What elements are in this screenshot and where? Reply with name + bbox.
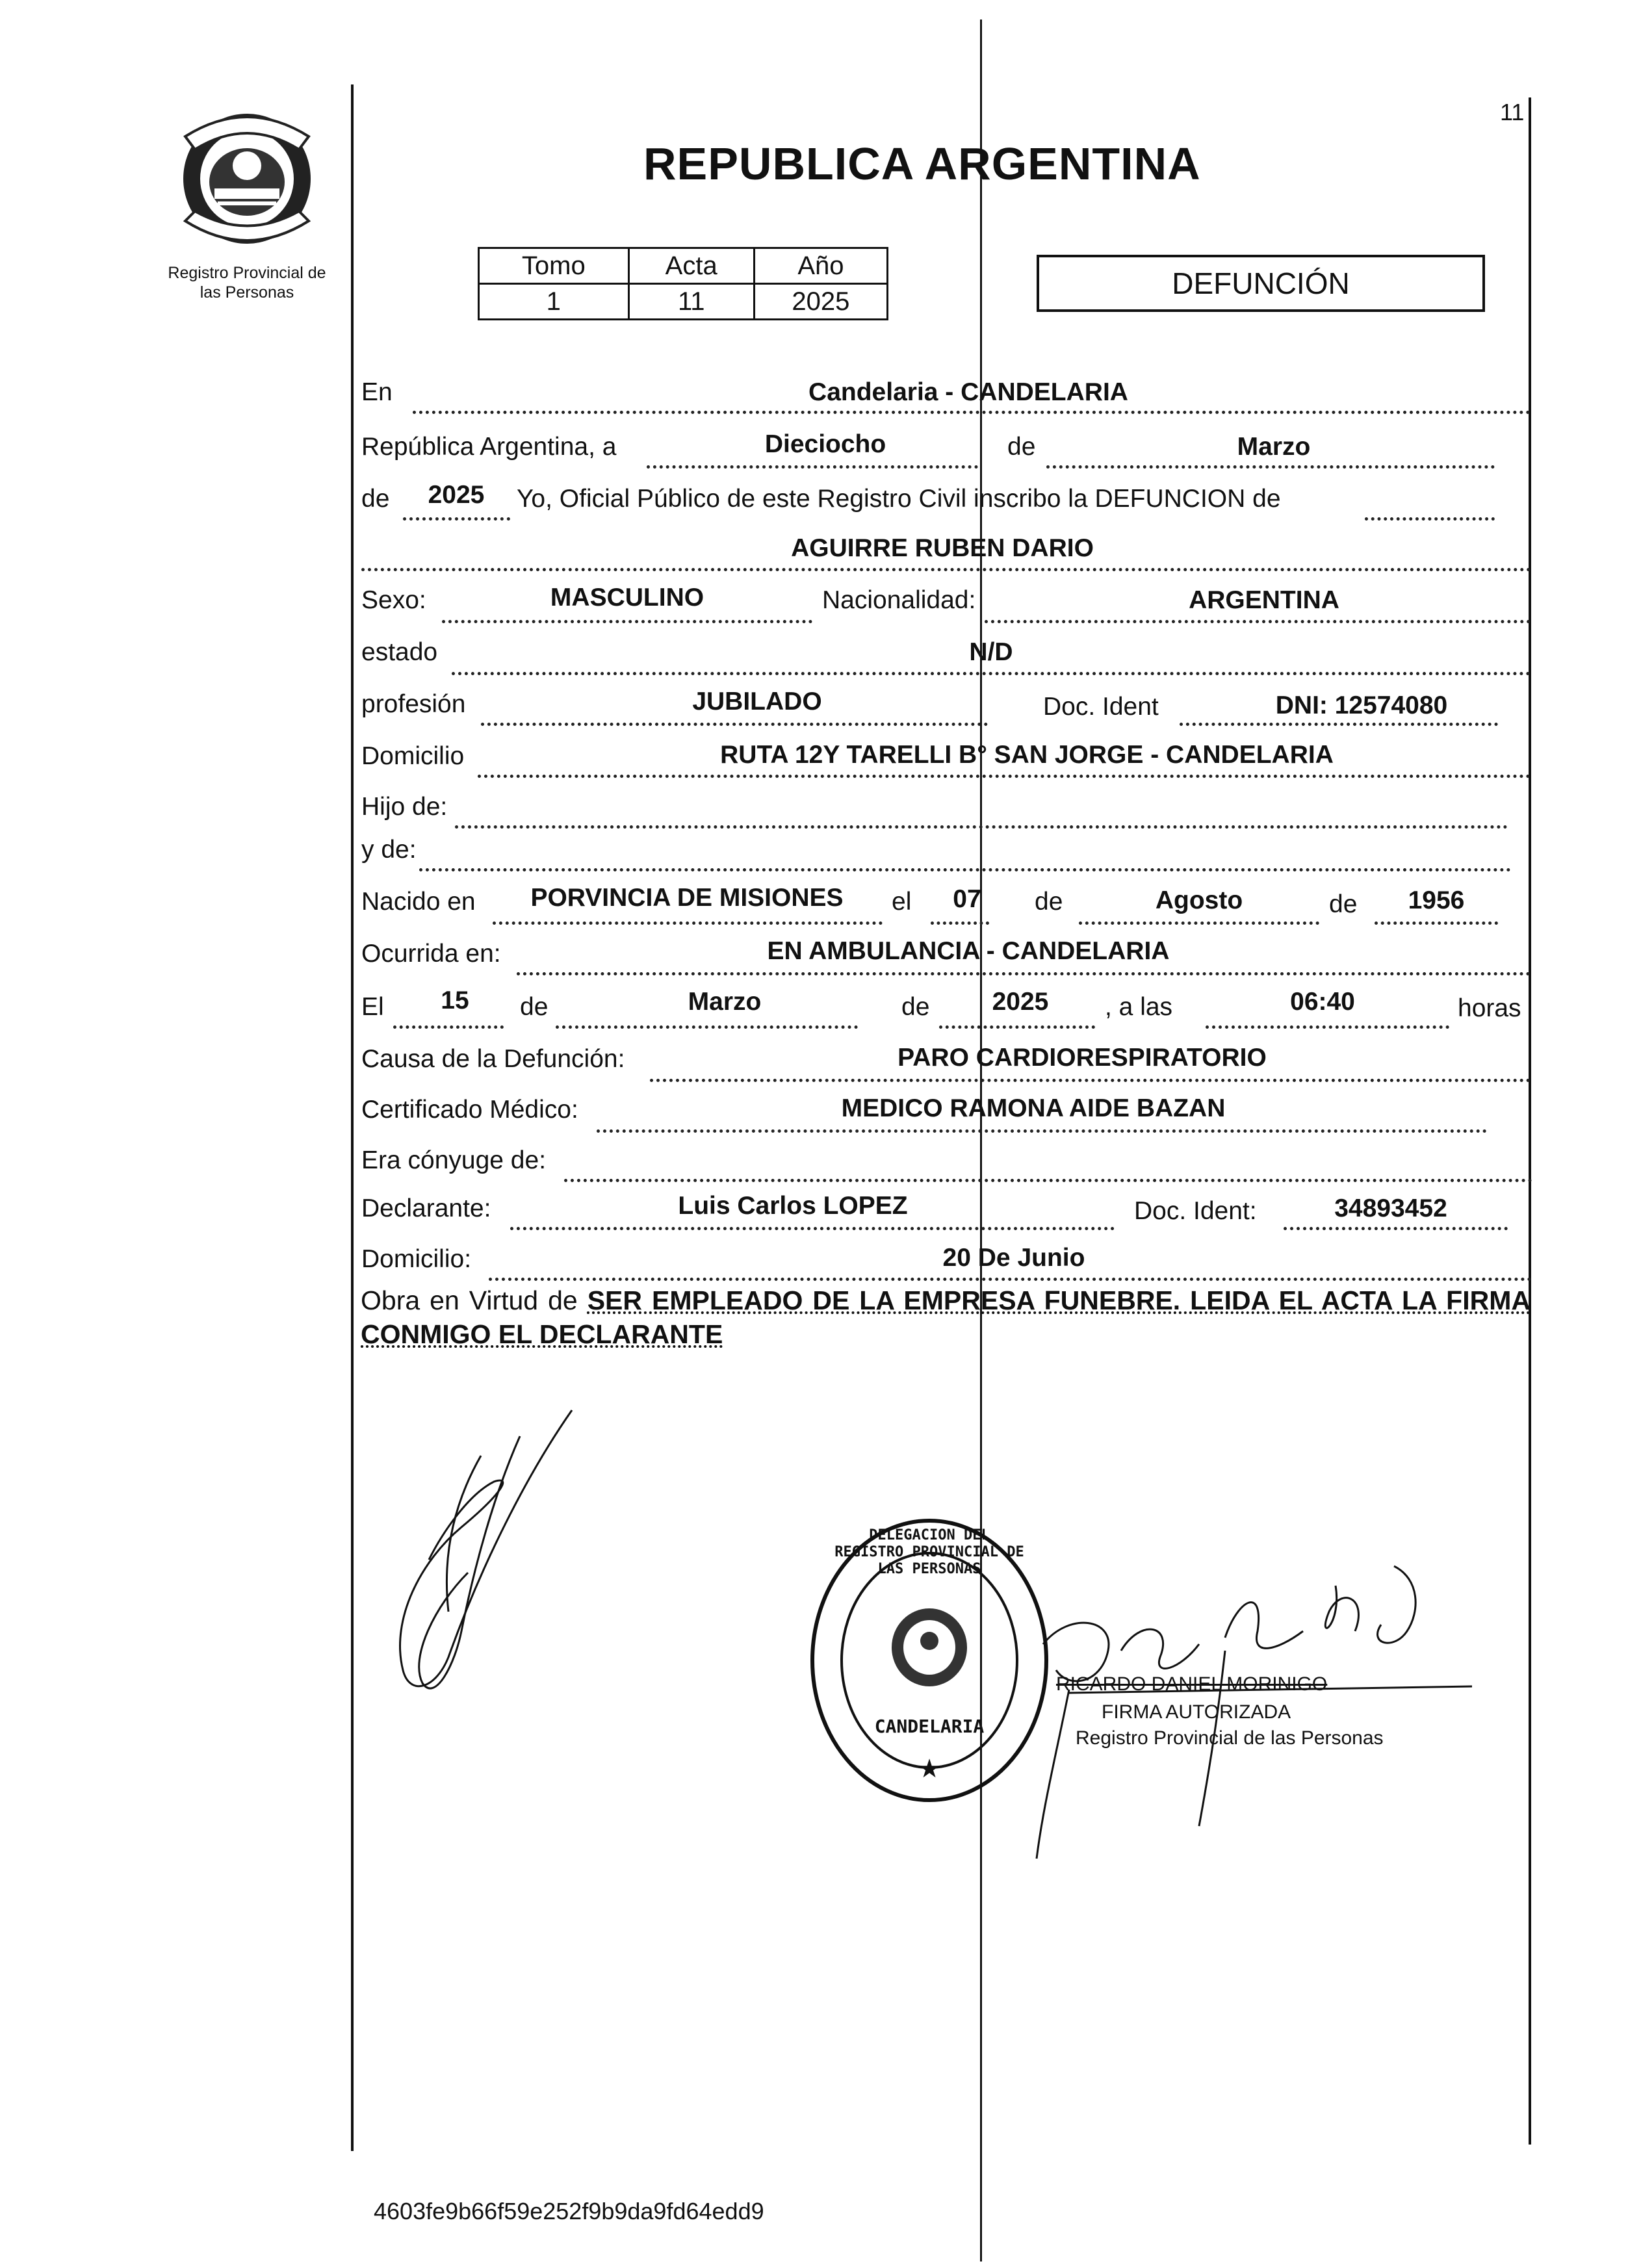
page-title: REPUBLICA ARGENTINA: [643, 138, 1201, 189]
yo-text: Yo, Oficial Público de este Registro Civil inscribo la DEFUNCION de: [517, 485, 1281, 513]
domicilio-line: [478, 775, 1531, 778]
doc2-line: [1284, 1227, 1508, 1230]
certificado-line: [597, 1129, 1487, 1133]
nombre-line: [361, 568, 1531, 571]
nac-mes-value: Agosto: [1155, 886, 1243, 914]
acta-value: 11: [628, 284, 754, 320]
nac-dia-line: [931, 921, 989, 925]
domicilio-value: RUTA 12Y TARELLI B° SAN JORGE - CANDELARIA: [720, 741, 1334, 769]
mes-line: [1046, 465, 1495, 469]
official-office: Registro Provincial de las Personas: [1076, 1727, 1384, 1749]
declarante-value: Luis Carlos LOPEZ: [678, 1192, 908, 1220]
hijo-line: [455, 825, 1508, 829]
mes-value: Marzo: [1237, 433, 1311, 461]
nacionalidad-label: Nacionalidad:: [822, 586, 976, 614]
hora-value: 06:40: [1290, 988, 1355, 1016]
en-value: Candelaria - CANDELARIA: [808, 378, 1128, 406]
el-label: el: [892, 888, 912, 916]
def-dia-value: 15: [441, 986, 469, 1014]
conyuge-line: [564, 1179, 1532, 1182]
nac-de2-label: de: [1329, 890, 1358, 918]
horas-label: horas: [1458, 994, 1521, 1022]
record-table-header: [479, 248, 888, 284]
hijo-label: Hijo de:: [361, 793, 448, 821]
obra-paragraph: [361, 1283, 1531, 1351]
declarante-label: Declarante:: [361, 1194, 491, 1222]
dia-line: [647, 465, 978, 469]
record-table: [478, 247, 888, 320]
sexo-label: Sexo:: [361, 586, 426, 614]
page-number: 11: [1500, 99, 1525, 125]
causa-label: Causa de la Defunción:: [361, 1045, 625, 1073]
stamp-ring-text: DELEGACION DEL REGISTRO PROVINCIAL DE LAS PERSONAS: [834, 1527, 1024, 1577]
provincial-seal-logo: [166, 97, 328, 253]
republica-label: República Argentina, a: [361, 433, 617, 461]
tomo-header: Tomo: [479, 248, 629, 284]
document-hash: 4603fe9b66f59e252f9b9da9fd64edd9: [374, 2198, 764, 2224]
hora-line: [1206, 1025, 1449, 1029]
official-role: FIRMA AUTORIZADA: [1102, 1701, 1291, 1723]
nac-anio-value: 1956: [1408, 886, 1465, 914]
profesion-label: profesión: [361, 690, 466, 718]
anio-value: 2025: [428, 481, 485, 509]
nacionalidad-value: ARGENTINA: [1189, 586, 1339, 614]
profesion-value: JUBILADO: [692, 688, 822, 715]
domicilio2-line: [489, 1278, 1532, 1281]
obra-label: Obra en Virtud de: [361, 1285, 578, 1315]
official-signature: [1030, 1560, 1485, 1865]
conyuge-label: Era cónyuge de:: [361, 1146, 547, 1174]
nacido-label: Nacido en: [361, 888, 476, 916]
declarant-signature: [364, 1397, 585, 1709]
registry-name: [149, 263, 344, 302]
tomo-value: 1: [479, 284, 629, 320]
declarante-line: [510, 1227, 1115, 1230]
registry-name-line1: Registro Provincial de: [168, 264, 326, 282]
sexo-value: MASCULINO: [550, 584, 704, 612]
nac-anio-line: [1375, 921, 1498, 925]
doc-line: [1180, 723, 1498, 726]
domicilio-label: Domicilio: [361, 742, 465, 770]
estado-line: [452, 672, 1531, 675]
right-margin-rule: [1529, 97, 1531, 2145]
yde-label: y de:: [361, 836, 417, 864]
estado-value: N/D: [969, 638, 1013, 666]
certificado-label: Certificado Médico:: [361, 1096, 578, 1124]
nac-dia-value: 07: [953, 885, 981, 913]
anio-line: [403, 517, 510, 521]
de-label: de: [1007, 433, 1036, 461]
stamp-center-text: CANDELARIA: [874, 1716, 985, 1737]
sexo-line: [442, 620, 812, 623]
deceased-name: AGUIRRE RUBEN DARIO: [791, 534, 1094, 562]
doc-label: Doc. Ident: [1043, 693, 1159, 721]
yde-line: [419, 868, 1511, 871]
estado-label: estado: [361, 638, 438, 666]
dia-value: Dieciocho: [764, 430, 886, 458]
nac-mes-line: [1079, 921, 1319, 925]
nacido-line: [493, 921, 883, 925]
ocurrida-value: EN AMBULANCIA - CANDELARIA: [767, 937, 1170, 965]
def-de1-label: de: [520, 993, 549, 1021]
acta-header: Acta: [628, 248, 754, 284]
anio-header: Año: [754, 248, 887, 284]
left-margin-rule: [351, 84, 354, 2151]
alas-label: , a las: [1105, 993, 1173, 1021]
de-year-label: de: [361, 485, 390, 513]
causa-line: [650, 1079, 1531, 1082]
nac-de1-label: de: [1035, 888, 1063, 916]
en-label: En: [361, 378, 393, 406]
def-de2-label: de: [901, 993, 930, 1021]
ocurrida-label: Ocurrida en:: [361, 940, 501, 968]
record-table-values: [479, 284, 888, 320]
obra-value: SER EMPLEADO DE LA EMPRESA FUNEBRE. LEIDA EL ACTA LA FIRMA CONMIGO EL DECLARANTE: [361, 1285, 1531, 1349]
svg-text:★: ★: [918, 1755, 941, 1783]
official-name: RICARDO DANIEL MORINIGO: [1056, 1673, 1328, 1695]
def-anio-value: 2025: [992, 988, 1049, 1016]
registry-name-line2: las Personas: [200, 283, 294, 302]
domicilio2-label: Domicilio:: [361, 1245, 472, 1273]
def-anio-line: [939, 1025, 1095, 1029]
record-type-box: DEFUNCIÓN: [1037, 255, 1485, 312]
doc2-label: Doc. Ident:: [1134, 1197, 1257, 1225]
causa-value: PARO CARDIORESPIRATORIO: [898, 1044, 1267, 1072]
domicilio2-value: 20 De Junio: [942, 1244, 1085, 1272]
nacionalidad-line: [985, 620, 1531, 623]
en-line: [413, 411, 1531, 414]
def-mes-value: Marzo: [688, 988, 762, 1016]
scan-fold-line: [980, 19, 982, 2262]
def-mes-line: [556, 1025, 858, 1029]
anio-value: 2025: [754, 284, 887, 320]
nacido-value: PORVINCIA DE MISIONES: [530, 884, 844, 912]
el2-label: El: [361, 993, 384, 1021]
profesion-line: [481, 723, 988, 726]
def-dia-line: [393, 1025, 504, 1029]
ocurrida-line: [517, 972, 1531, 975]
delegation-stamp: [806, 1514, 1053, 1813]
doc-value: DNI: 12574080: [1275, 691, 1448, 719]
doc2-value: 34893452: [1334, 1194, 1447, 1222]
yo-line: [1365, 517, 1495, 521]
certificado-value: MEDICO RAMONA AIDE BAZAN: [841, 1094, 1226, 1122]
